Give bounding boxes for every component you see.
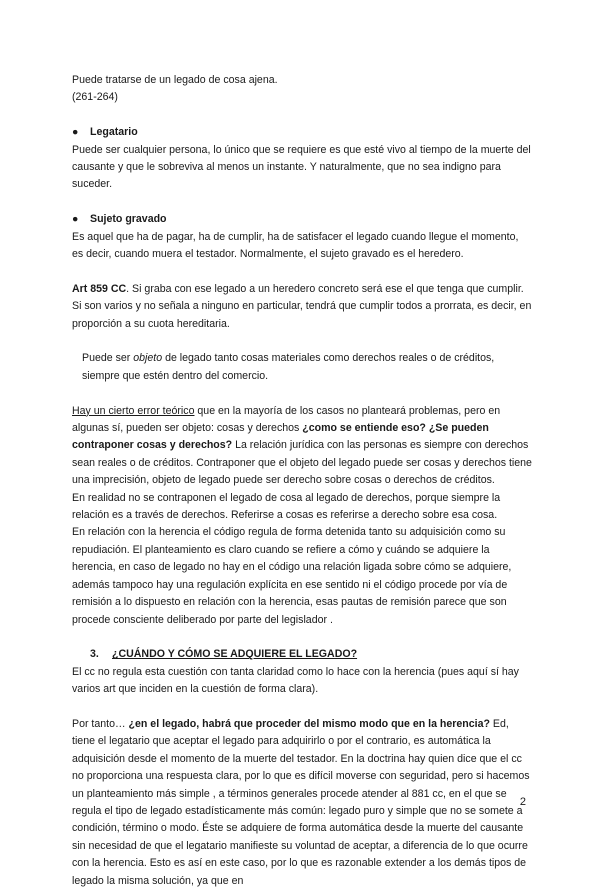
section-title: ¿CUÁNDO Y CÓMO SE ADQUIERE EL LEGADO? xyxy=(112,648,358,661)
sujeto-title: Sujeto gravado xyxy=(90,213,167,226)
intro-line-2: (261-264) xyxy=(72,91,118,104)
error-paragraph xyxy=(72,403,532,490)
bullet-sujeto-gravado xyxy=(72,211,532,228)
portanto-paragraph xyxy=(72,716,532,890)
error-text-1: que en la mayoría de los casos no planteará problemas, pero en algunas sí, pueden ser objeto: cosas y derechos xyxy=(72,404,501,435)
bullet-icon: ● xyxy=(72,126,79,139)
portanto-pre: Por tanto… xyxy=(72,717,129,730)
bullet-legatario xyxy=(72,124,532,141)
error-underlined: Hay un cierto error teórico xyxy=(72,404,195,417)
sujeto-text: Es aquel que ha de pagar, ha de cumplir, ha de satisfacer el legado cuando llegue el momento, es decir, cuando muera el testador. Normalmente, el sujeto gravado es el heredero. xyxy=(72,230,519,261)
portanto-text: Ed, tiene el legatario que aceptar el legado para adquirirlo o por el contrario, es automática la adquisición desde el momento de la muerte del testador. En la doctrina hay quien dice que el cc no proporciona una respuesta clara, por lo que es difícil moverse con seguridad, pero si hacemos un planteamiento más simple , a términos generales procede atender al 881 cc, en el que se regula el tipo de legado estadísticamente más común: legado puro y simple que no se somete a condición, término o modo. Éste se adquiere de forma automática desde la muerte del causante sin necesidad de que el legatario manifieste su voluntad de aceptar, a diferencia de lo que ocurre con la herencia. Esto es así en este caso, por lo que es razonable extender a los demás tipos de legado la misma solución, ya que en xyxy=(72,717,530,887)
objeto-paragraph xyxy=(72,350,532,385)
portanto-bold: ¿en el legado, habrá que proceder del mismo modo que en la herencia? xyxy=(128,717,490,730)
error-bold-question: ¿como se entiende eso? ¿Se pueden contraponer cosas y derechos? xyxy=(72,422,489,452)
objeto-post: de legado tanto cosas materiales como derechos reales o de créditos, siempre que estén dentro del comercio. xyxy=(82,352,495,382)
objeto-pre: Puede ser xyxy=(82,352,134,365)
art859-paragraph xyxy=(72,281,532,333)
objeto-em: objeto xyxy=(133,352,163,365)
bullet-icon: ● xyxy=(72,213,79,226)
error-text-2: La relación jurídica con las personas es siempre con derechos sean reales o de créditos. Contraponer que el objeto del legado puede ser cosas y derechos tiene una imprecisión, objeto de legado puede ser derecho sobre cosas o derechos de créditos. xyxy=(72,439,532,487)
error-paragraph-2: En realidad no se contraponen el legado de cosa al legado de derechos, porque siempre la relación es a través de derechos. Referirse a cosas es referirse a derecho sobre esa cosa. xyxy=(72,491,501,522)
art859-text: . Si graba con ese legado a un heredero concreto será ese el que tenga que cumplir. Si son varios y no señala a ninguno en particular, tendrá que cumplir todos a prorrata, es decir, en proporción a su cuota hereditaria. xyxy=(72,282,532,330)
section-3-heading xyxy=(72,646,532,663)
legatario-text: Puede ser cualquier persona, lo único que se requiere es que esté vivo al tiempo de la muerte del causante y que le sobreviva al menos un instante. Y naturalmente, que no sea indigno para suceder. xyxy=(72,143,531,191)
section-3-text: El cc no regula esta cuestión con tanta claridad como lo hace con la herencia (pues aquí sí hay varios art que inciden en la cuestión de forma clara). xyxy=(72,665,519,696)
legatario-title: Legatario xyxy=(90,126,138,139)
art859-ref: Art 859 CC xyxy=(72,282,127,295)
section-number: 3. xyxy=(90,648,99,661)
page-content xyxy=(72,72,532,890)
intro-line-1: Puede tratarse de un legado de cosa ajena. xyxy=(72,74,278,86)
error-paragraph-3: En relación con la herencia el código regula de forma detenida tanto su adquisición como su repudiación. El planteamiento es claro cuando se refiere a cómo y cuándo se adquiere la herencia, en caso de legado no hay en el código una relación ligada sobre cómo se adquiere, además tampoco hay una regulación explícita en ese sentido ni el código procede por vía de remisión a lo dispuesto en relación con la herencia, esas pautas de remisión parece que son procede consciente deliberado por parte del legislador . xyxy=(72,526,512,626)
page-number: 2 xyxy=(519,796,526,808)
